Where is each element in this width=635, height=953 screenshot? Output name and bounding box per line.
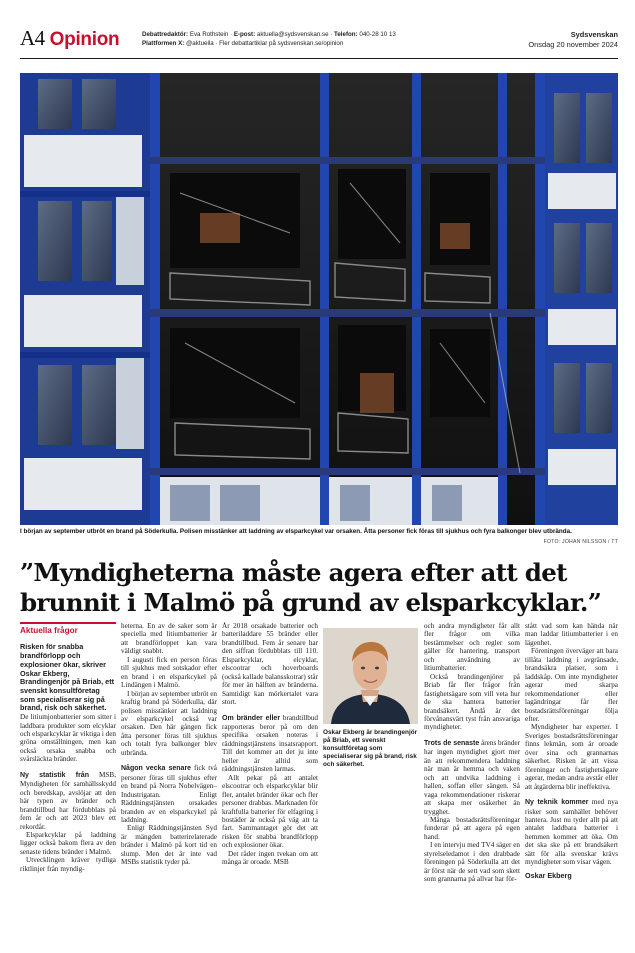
- masthead-info: [528, 30, 618, 49]
- email-address: aktuella@sydsvenskan.se: [256, 31, 329, 38]
- phone-label: Telefon:: [334, 31, 358, 38]
- subhead-lead: Ny teknik kommer: [525, 799, 589, 807]
- body-paragraph: Allt pekar på att antalet elscootrar och elsparkcyklar blir fler, antalet bränder ökar och fler personer drabbas. Marknaden för kraftfulla batterier för elfagring i bostäder är också på väg att ta fart. Sammantaget gör det att risken för snabba brandförlopp och explosioner ökar.: [222, 773, 318, 850]
- article-column-1: [20, 622, 116, 873]
- paragraph-text: brandtillbud rapporteras beror på om den specifika orsaken noteras i räddningstjänstens insatsrapport. Till det kommer att det ju inte heller är alltid som räddningstjänsten larmas.: [222, 713, 318, 774]
- subhead-lead: Om bränder eller: [222, 714, 281, 722]
- body-paragraph: De litiumjonbatterier som sitter i laddbara produkter som elcyklar och elsparkcyklar är viktiga i den gröna omställningen, men kan också orsaka snabba och svårsläckta bränder.: [20, 713, 116, 764]
- page-header: [20, 26, 618, 56]
- editor-label: Debattredaktör:: [142, 31, 189, 38]
- article-column-2: [121, 622, 217, 867]
- subhead-lead: Ny statistik från: [20, 771, 89, 779]
- body-paragraph: Också brandingenjörer på Briab får fler frågor från fastighetsägare som vill veta hur de ska hantera batterier brandsäkert. Ändå är det förvånansvärt tyst från ansvariga myndigheter.: [424, 672, 520, 732]
- body-paragraph: heterna. En av de saker som är speciella med litiumbatterier är att brandförloppet kan vara väldigt snabbt.: [121, 622, 217, 656]
- page-label: [20, 26, 119, 51]
- building-illustration: [20, 73, 618, 525]
- body-paragraph: I augusti fick en person föras till sjukhus med sotskador efter en brand i en elsparkcykel på Lindängen i Malmö.: [121, 655, 217, 690]
- fire-damaged-building-photo: [20, 73, 618, 525]
- section-name: Opinion: [49, 29, 120, 50]
- issue-date: Onsdag 20 november 2024: [528, 39, 618, 49]
- body-paragraph: Många bostadsrättsföreningar funderar på att agera på egen hand.: [424, 815, 520, 841]
- page-number: A4: [20, 26, 45, 50]
- body-paragraph: I början av september utbröt en kraftig brand på Söderkulla, där polisen misstänker att laddning av elsparkcykel också var orsaken. Den här gången fick åtta personer föras till sjukhus och totalt fyra balkonger blev utbrända.: [121, 689, 218, 757]
- body-paragraph: Enligt Räddningstjänsten Syd är mängden batterirelaterade bränder i Malmö på kort tid en slump. Men det är inte vad MSBs statistik tyder på.: [121, 824, 217, 867]
- body-paragraph: År 2018 orsakade batterier och batteriladdare 55 bränder eller brandtillbud. Fem år senare har den siffran fördubblats till 110. Elsparkcyklar, elcyklar, elscootrar och hoverboards (också kallade balansskotrar) står för mer än hälften av bränderna. Samtidigt kan mörkertalet vara stort.: [222, 622, 318, 707]
- contact-info: [142, 31, 396, 48]
- body-paragraph: Elsparkcyklar på laddning ligger också bakom flera av den senaste tidens bränder i Malmö.: [20, 830, 116, 856]
- article-column-3: [222, 622, 318, 867]
- paragraph-text: med nya risker som samhället behöver hantera. Just nu tyder allt på att antalet laddbara batterier i hemmen kommer att öka. Om det ska ske på ett brandsäkert sätt för alla svenskar krävs myndigheter som visar vägen.: [525, 798, 618, 867]
- paper-name: Sydsvenskan: [570, 30, 618, 39]
- section-kicker: Aktuella frågor: [20, 622, 116, 635]
- header-divider: [20, 58, 618, 59]
- portrait-illustration: [323, 628, 418, 724]
- body-paragraph: [525, 798, 618, 867]
- body-paragraph: [222, 714, 318, 774]
- email-label: E-post:: [233, 31, 256, 38]
- body-paragraph: Föreningen överväger att bara tillåta laddning i avgränsade, brandsäkra platser, som i laddskåp. Om inte myndigheter agerar med skarpa rekommendationer eller lagändringar får fler bostadsrättsföreningar följa efter.: [525, 647, 618, 723]
- body-paragraph: I en intervju med TV4 säger en styrelseledamot i den drabbade föreningen på Söderkulla att det är först när de sett vad som skett som grannarna på allvar har för-: [424, 841, 520, 884]
- portrait-caption: Oskar Ekberg är brandingenjör på Briab, ett svenskt konsultföretag som specialiserar sig på brand, risk och säkerhet.: [323, 729, 418, 768]
- article-headline: ”Myndigheterna måste agera efter att det brunnit i Malmö på grund av elsparkcyklar.”: [20, 558, 602, 617]
- platform-label: Plattformen X:: [142, 39, 185, 47]
- paragraph-text: MSB, Myndigheten för samhällsskydd och beredskap, avslöjar att den här typen av bränder och brandtillbud har fördubblats på fem år och att 2023 blev ett rekordår.: [20, 770, 116, 831]
- author-portrait: [323, 628, 418, 724]
- paragraph-text: fick två personer föras till sjukhus efter en brand på Norra Nobelvägen–Industrigatan. Enligt Räddningstjänsten orsakades branden av en elsparkcykel på laddning.: [121, 764, 217, 824]
- body-paragraph: [424, 739, 520, 816]
- paragraph-text: årens bränder har ingen myndighet gjort mer än att rekommendera laddning när man är hemma och vaken och att undvika laddning i hallen, soffan eller sängen. Så vaga rekommendationer riskerar att skapa mer osäkerhet än trygghet.: [424, 738, 520, 816]
- article-ingress: Risken för snabba brandförlopp och explosioner ökar, skriver Oskar Ekberg, Brandingenjör på Briab, ett svenskt konsultföretag som specialiserar sig på brand, risk och säkerhet.: [20, 642, 115, 713]
- subhead-lead: Någon vecka senare: [121, 765, 192, 773]
- article-column-5: [525, 622, 618, 880]
- body-paragraph: Myndigheter har experter. I Sveriges bostadsrättsföreningar finns lekmän, som är oroade över sina och grannarnas säkerhet. Risken är att vissa föreningar och fastighetsägare agerar, medan andra avstår eller att åtgärderna blir ineffektiva.: [525, 723, 618, 791]
- author-byline: Oskar Ekberg: [525, 870, 572, 880]
- editor-name: Eva Rothstein: [189, 31, 229, 38]
- subhead-lead: Trots de senaste: [424, 739, 480, 747]
- contact-line-1: Debattredaktör: Eva Rothstein · E-post: aktuella@sydsvenskan.se · Telefon: 040-28 10 13: [142, 31, 396, 38]
- platform-text: @aktuella · Fler debattartiklar på sydsvenskan.se/opinion: [186, 39, 344, 47]
- phone-number: 040-28 10 13: [359, 31, 396, 38]
- article-column-4: [424, 622, 520, 884]
- body-paragraph: Utvecklingen kräver tydliga riktlinjer från myndig-: [20, 856, 116, 873]
- body-paragraph: och andra myndigheter får allt fler frågor om vilka bestämmelser och regler som gäller för hantering, transport och användning av litiumbatterier.: [424, 622, 520, 673]
- photo-credit: FOTO: JOHAN NILSSON / TT: [543, 539, 618, 545]
- body-paragraph: [20, 771, 116, 831]
- body-paragraph: [121, 764, 217, 824]
- photo-caption: I början av september utbröt en brand på Söderkulla. Polisen misstänker att laddning av elsparkcykel var orsaken. Åtta personer fick föras till sjukhus och fyra balkonger blev utbrända.: [20, 528, 572, 535]
- body-paragraph: stått vad som kan hända när man laddar litiumbatterier i en lägenhet.: [525, 622, 618, 647]
- contact-line-2: [142, 40, 396, 49]
- body-paragraph: Det råder ingen tvekan om att många är oroade. MSB: [222, 849, 318, 867]
